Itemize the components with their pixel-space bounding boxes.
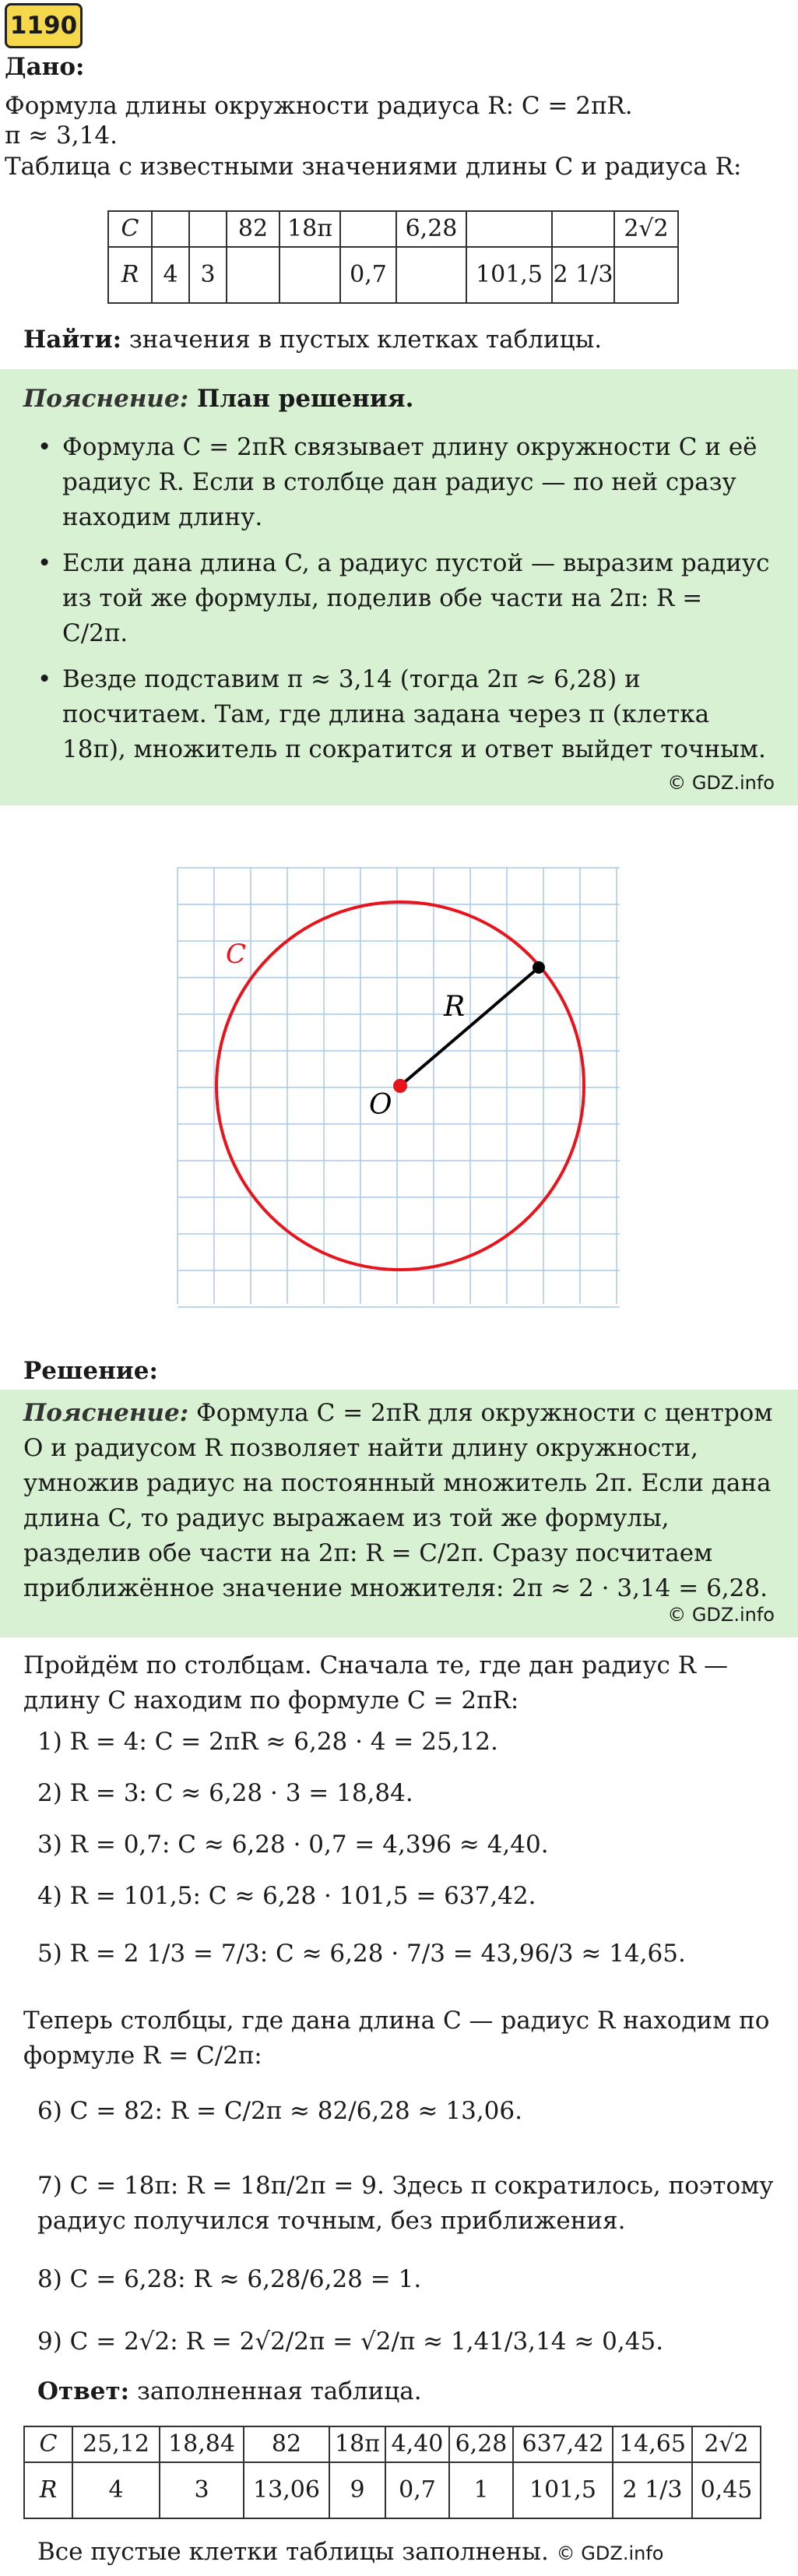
given-table bbox=[107, 210, 679, 304]
table-cell: 3 bbox=[160, 2462, 244, 2518]
table-cell: 14,65 bbox=[613, 2426, 692, 2462]
table-cell: 25,12 bbox=[72, 2426, 160, 2462]
answer-table bbox=[23, 2426, 761, 2519]
table-cell bbox=[466, 211, 552, 247]
table-cell: 9 bbox=[329, 2462, 385, 2518]
table-cell: 82 bbox=[227, 211, 279, 247]
table-cell: 0,7 bbox=[340, 247, 396, 303]
solution-copyright: © GDZ.info bbox=[667, 1604, 775, 1626]
table-cell: 4 bbox=[72, 2462, 160, 2518]
table-cell: 0,45 bbox=[692, 2462, 761, 2518]
plan-heading: Пояснение: План решения. bbox=[23, 385, 414, 413]
table-cell: 2√2 bbox=[692, 2426, 761, 2462]
circle-point bbox=[533, 961, 545, 974]
plan-bullet: • Формула C = 2πR связывает длину окружности C и её радиус R. Если в столбце дан радиус — по ней сразу находим длину. bbox=[0, 430, 771, 535]
table-cell: C bbox=[24, 2426, 72, 2462]
table-cell bbox=[340, 211, 396, 247]
table-cell: 637,42 bbox=[513, 2426, 613, 2462]
step-7: 7) C = 18π: R = 18π/2π = 9. Здесь π сократилось, поэтому радиус получился точным, без приближения. bbox=[37, 2172, 774, 2235]
table-row-c bbox=[108, 211, 678, 247]
table-cell: 18,84 bbox=[160, 2426, 244, 2462]
table-cell: 13,06 bbox=[244, 2462, 329, 2518]
table-row-c bbox=[24, 2426, 761, 2462]
table-row-r bbox=[24, 2462, 761, 2518]
task-number-badge: 1190 bbox=[5, 3, 83, 48]
circle-label: C bbox=[226, 939, 247, 970]
steps-intro: Пройдём по столбцам. Сначала те, где дан радиус R — длину C находим по формуле C = 2πR: bbox=[23, 1651, 728, 1714]
table-cell bbox=[227, 247, 279, 303]
table-cell: 4,40 bbox=[385, 2426, 449, 2462]
given-pi-line: π ≈ 3,14. bbox=[5, 122, 118, 150]
plan-box bbox=[0, 369, 798, 805]
answer-line: Ответ: заполненная таблица. bbox=[37, 2377, 422, 2405]
table-cell: 3 bbox=[189, 247, 227, 303]
table-cell: C bbox=[108, 211, 152, 247]
center-label: O bbox=[369, 1089, 392, 1121]
table-cell bbox=[189, 211, 227, 247]
table-cell: 1 bbox=[449, 2462, 513, 2518]
answer-footer: Все пустые клетки таблицы заполнены. © GDZ.info bbox=[37, 2538, 664, 2566]
table-cell: 101,5 bbox=[513, 2462, 613, 2518]
step-5: 5) R = 2 1/3 = 7/3: C ≈ 6,28 · 7/3 = 43,96/3 ≈ 14,65. bbox=[37, 1940, 686, 1968]
table-cell bbox=[614, 247, 678, 303]
table-cell: 2√2 bbox=[614, 211, 678, 247]
given-title: Дано: bbox=[5, 53, 85, 81]
table-cell: 4 bbox=[152, 247, 189, 303]
plan-copyright: © GDZ.info bbox=[667, 772, 775, 794]
table-row-r bbox=[108, 247, 678, 303]
step-9: 9) C = 2√2: R = 2√2/2π = √2/π ≈ 1,41/3,14 ≈ 0,45. bbox=[37, 2328, 664, 2356]
step-2: 2) R = 3: C ≈ 6,28 · 3 = 18,84. bbox=[37, 1779, 413, 1807]
solution-expl-box bbox=[0, 1390, 798, 1637]
center-point bbox=[393, 1079, 407, 1093]
table-cell: 2 1/3 bbox=[552, 247, 614, 303]
step-8: 8) C = 6,28: R ≈ 6,28/6,28 = 1. bbox=[37, 2265, 422, 2293]
find-line: Найти: значения в пустых клетках таблицы. bbox=[23, 326, 603, 354]
plan-bullet: • Везде подставим π ≈ 3,14 (тогда 2π ≈ 6,28) и посчитаем. Там, где длина задана через π (клетка 18π), множитель π сократится и ответ выйдет точным. bbox=[0, 662, 771, 767]
table-cell: 6,28 bbox=[396, 211, 466, 247]
step-4: 4) R = 101,5: C ≈ 6,28 · 101,5 = 637,42. bbox=[37, 1882, 536, 1910]
table-cell: 0,7 bbox=[385, 2462, 449, 2518]
table-cell bbox=[396, 247, 466, 303]
step-3: 3) R = 0,7: C ≈ 6,28 · 0,7 = 4,396 ≈ 4,40. bbox=[37, 1831, 549, 1859]
step-1: 1) R = 4: C = 2πR ≈ 6,28 · 4 = 25,12. bbox=[37, 1728, 498, 1756]
step-6: 6) C = 82: R = C/2π ≈ 82/6,28 ≈ 13,06. bbox=[37, 2097, 522, 2125]
radius-segment bbox=[400, 967, 539, 1086]
table-cell bbox=[152, 211, 189, 247]
solution-title: Решение: bbox=[23, 1357, 158, 1385]
given-table-intro: Таблица с известными значениями длины C и радиуса R: bbox=[5, 153, 742, 181]
plan-list bbox=[0, 430, 771, 766]
circle-figure bbox=[173, 863, 624, 1309]
table-cell: 101,5 bbox=[466, 247, 552, 303]
table-cell: 18π bbox=[329, 2426, 385, 2462]
radius-label: R bbox=[444, 991, 466, 1023]
given-formula-line: Формула длины окружности радиуса R: C = 2πR. bbox=[5, 92, 633, 120]
table-cell: R bbox=[24, 2462, 72, 2518]
table-cell: 6,28 bbox=[449, 2426, 513, 2462]
table-cell bbox=[552, 211, 614, 247]
table-cell: R bbox=[108, 247, 152, 303]
table-cell: 18π bbox=[279, 211, 340, 247]
table-cell: 82 bbox=[244, 2426, 329, 2462]
solution-expl-text: Пояснение: Формула C = 2πR для окружности с центром O и радиусом R позволяет найти длину окружности, умножив радиус на постоянный множитель 2π. Если дана длина C, то радиус выражаем из той же формулы, разделив обе части на 2π: R = C/2π. Сразу посчитаем приближённое значение множителя: 2π ≈ 2 · 3,14 = 6,28. bbox=[23, 1399, 773, 1602]
table-cell: 2 1/3 bbox=[613, 2462, 692, 2518]
steps-intro-2: Теперь столбцы, где дана длина C — радиус R находим по формуле R = C/2π: bbox=[23, 2007, 770, 2070]
plan-bullet: • Если дана длина C, а радиус пустой — выразим радиус из той же формулы, поделив обе части на 2π: R = C/2π. bbox=[0, 546, 771, 651]
table-cell bbox=[279, 247, 340, 303]
